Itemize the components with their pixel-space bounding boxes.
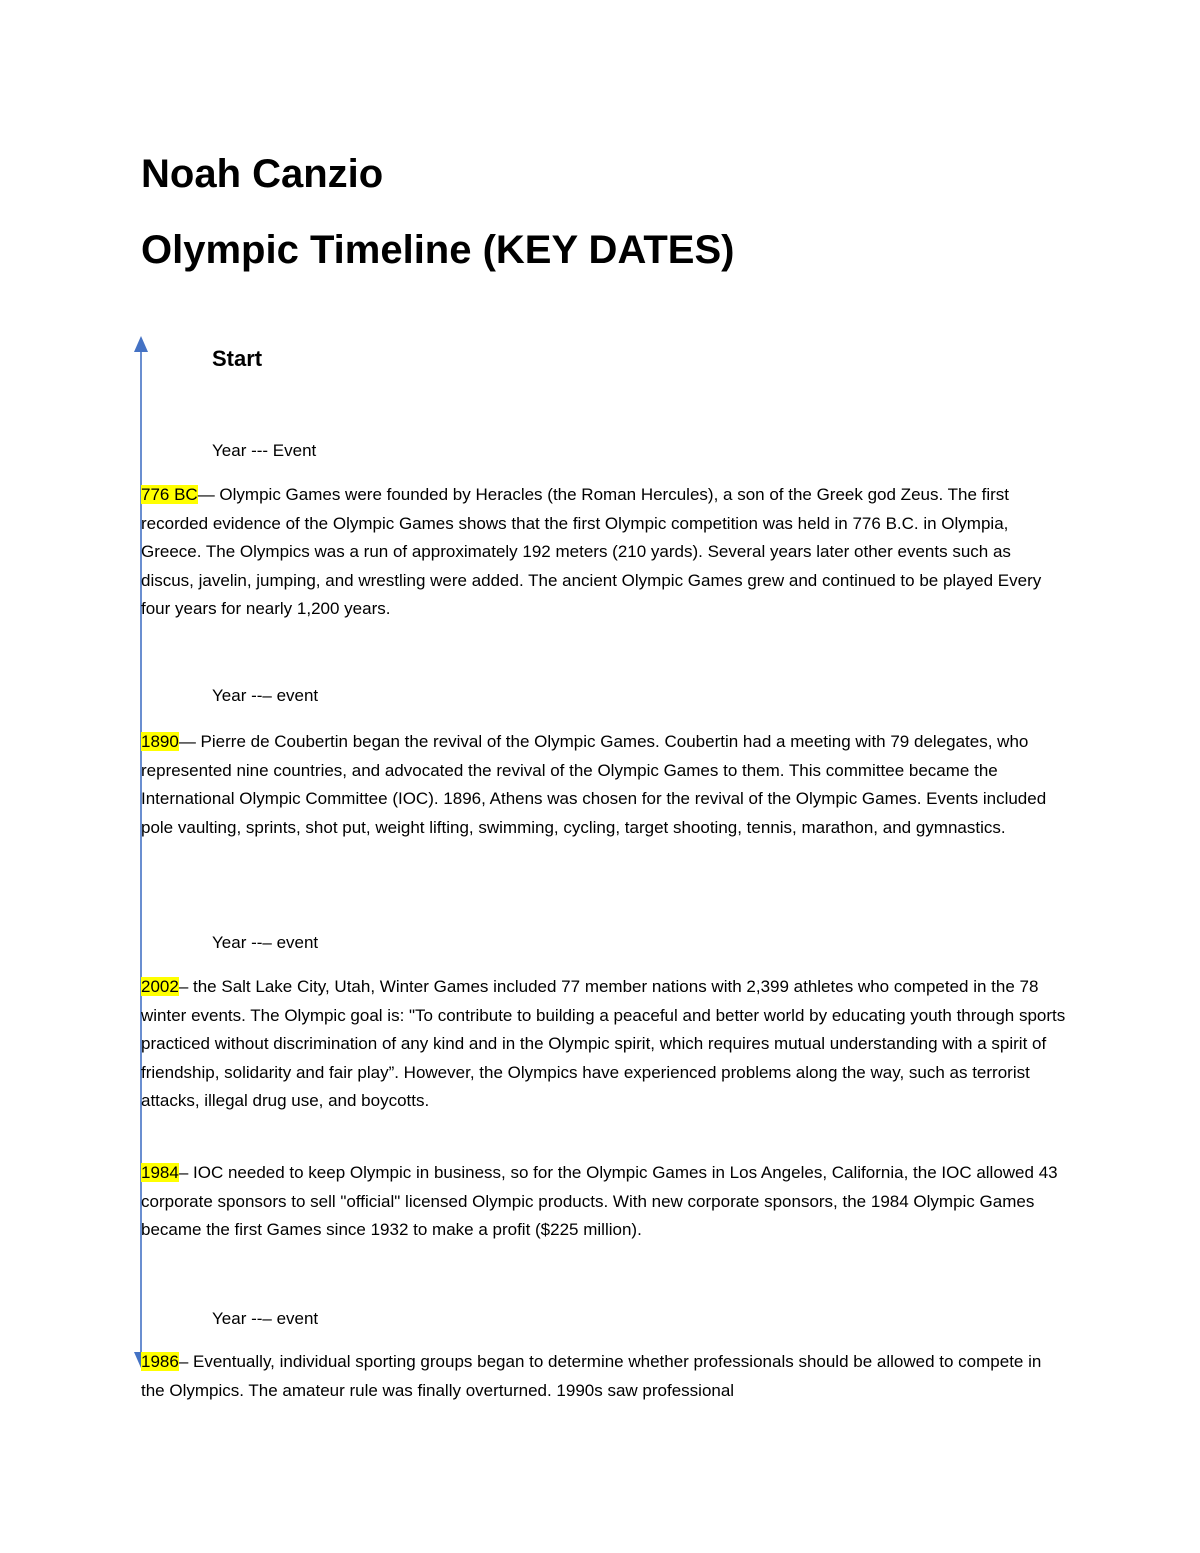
year-highlight: 1984 — [141, 1163, 179, 1182]
entry-text: — Pierre de Coubertin began the revival of the Olympic Games. Coubertin had a meeting with 79 delegates, who represented nine countries, and advocated the revival of the Olympic Games to them. This committee became the International Olympic Committee (IOC). 1896, Athens was chosen for the revival of the Olympic Games. Events included pole vaulting, sprints, shot put, weight lifting, swimming, cycling, target shooting, tennis, marathon, and gymnastics. — [141, 732, 1047, 837]
year-event-header: Year --– event — [212, 1309, 319, 1328]
timeline-entry — [141, 973, 1066, 1116]
year-highlight: 1986 — [141, 1352, 179, 1371]
entry-text: – the Salt Lake City, Utah, Winter Games included 77 member nations with 2,399 athletes who competed in the 78 winter events. The Olympic goal is: "To contribute to building a peaceful and better world by educating youth through sports practiced without discrimination of any kind and in the Olympic spirit, which requires mutual understanding with a spirit of friendship, solidarity and fair play”. However, the Olympics have experienced problems along the way, such as terrorist attacks, illegal drug use, and boycotts. — [141, 977, 1066, 1110]
entry-text: — Olympic Games were founded by Heracles (the Roman Hercules), a son of the Greek god Zeus. The first recorded evidence of the Olympic Games shows that the first Olympic competition was held in 776 B.C. in Olympia, Greece. The Olympics was a run of approximately 192 meters (210 yards). Several years later other events such as discus, javelin, jumping, and wrestling were added. The ancient Olympic Games grew and continued to be played Every four years for nearly 1,200 years. — [141, 485, 1042, 618]
year-event-header: Year --– event — [212, 933, 319, 952]
entry-text: – Eventually, individual sporting groups began to determine whether professionals should be allowed to compete in the Olympics. The amateur rule was finally overturned. 1990s saw professional — [141, 1352, 1042, 1400]
year-event-header: Year --- Event — [212, 441, 317, 460]
start-label: Start — [212, 346, 263, 371]
year-highlight: 776 BC — [141, 485, 198, 504]
year-event-header: Year --– event — [212, 686, 319, 705]
timeline-entry — [141, 1348, 1066, 1405]
year-highlight: 1890 — [141, 732, 179, 751]
timeline-entry — [141, 1159, 1066, 1245]
arrow-head-up — [134, 336, 148, 352]
timeline-entry — [141, 481, 1066, 624]
timeline-entry — [141, 728, 1066, 842]
document-title: Olympic Timeline (KEY DATES) — [141, 228, 735, 272]
year-highlight: 2002 — [141, 977, 179, 996]
author-name: Noah Canzio — [141, 152, 384, 196]
entry-text: – IOC needed to keep Olympic in business, so for the Olympic Games in Los Angeles, California, the IOC allowed 43 corporate sponsors to sell "official" licensed Olympic products. With new corporate sponsors, the 1984 Olympic Games became the first Games since 1932 to make a profit ($225 million). — [141, 1163, 1058, 1239]
